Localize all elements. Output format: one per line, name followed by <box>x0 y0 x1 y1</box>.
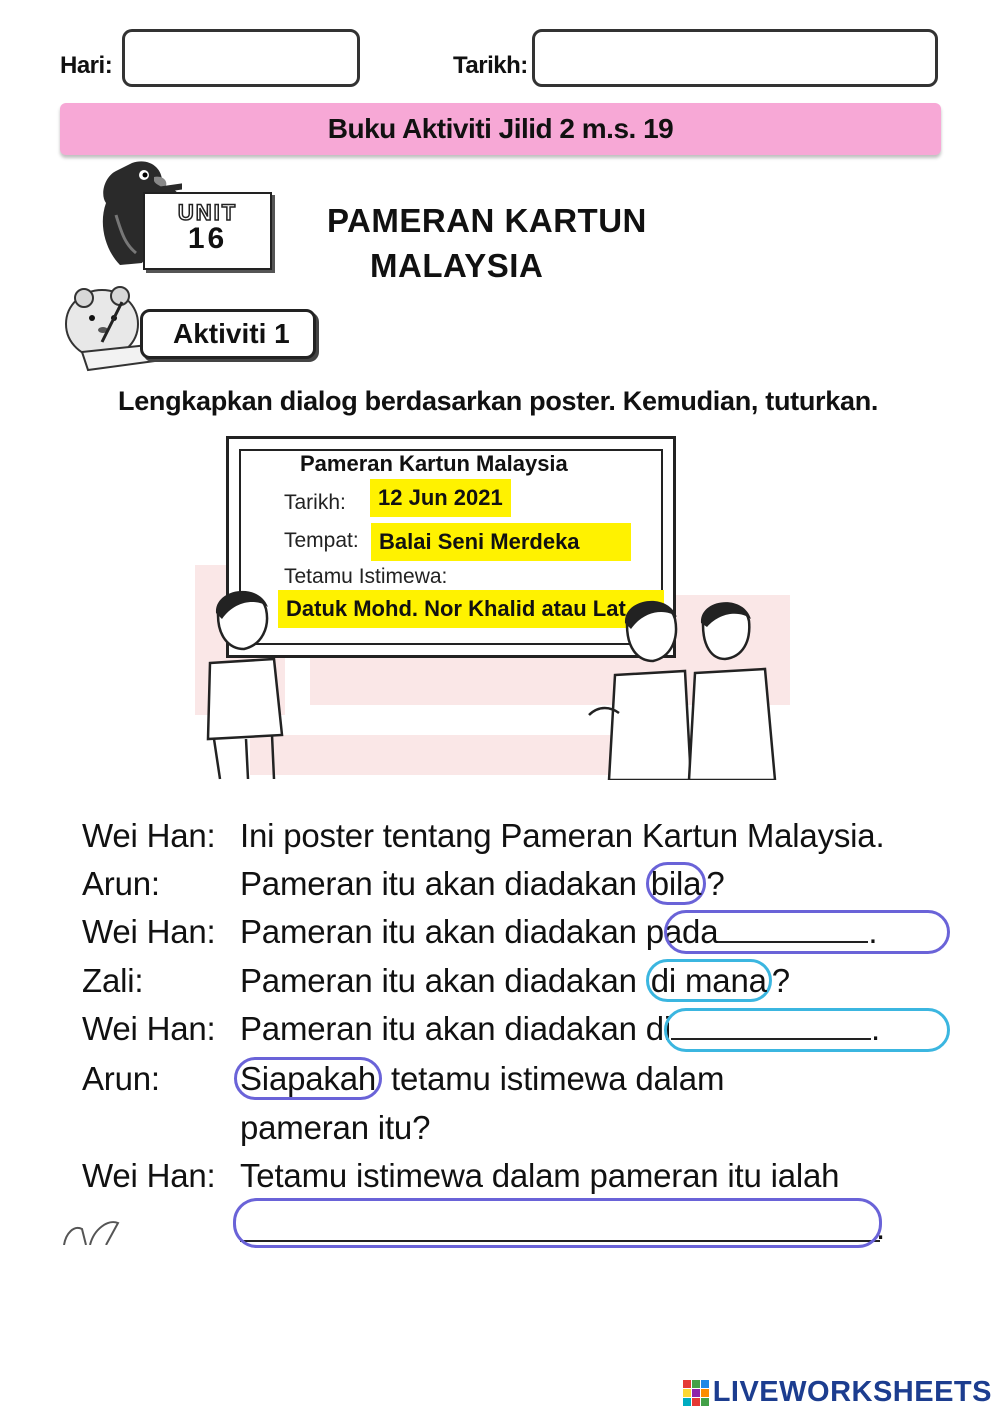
speaker-2: Arun: <box>82 865 160 902</box>
dialog-line-4: Pameran itu akan diadakan di mana ? <box>240 957 790 1005</box>
answer-date-field[interactable] <box>664 910 950 954</box>
bunny-ears-icon <box>60 1215 120 1245</box>
circled-word-bila: bila <box>646 862 707 905</box>
two-boys-right-icon <box>585 595 785 780</box>
speaker-1: Wei Han: <box>82 817 216 854</box>
page-title-line1: PAMERAN KARTUN <box>327 202 647 239</box>
circled-word-di-mana: di mana <box>646 959 772 1002</box>
speaker-4: Zali: <box>82 962 144 999</box>
poster-date-value: 12 Jun 2021 <box>370 479 511 517</box>
hari-label: Hari: <box>60 52 113 79</box>
dialog-line-1: Ini poster tentang Pameran Kartun Malaysia. <box>240 817 885 854</box>
page-title-line2: MALAYSIA <box>370 247 544 284</box>
dialog-line-5: Pameran itu akan diadakan di . <box>240 1010 881 1047</box>
speaker-7: Wei Han: <box>82 1157 216 1194</box>
circled-word-siapakah: Siapakah <box>234 1057 382 1100</box>
answer-place-field[interactable] <box>664 1008 950 1052</box>
tarikh-input[interactable] <box>532 29 938 87</box>
liveworksheets-logo[interactable] <box>683 1376 992 1409</box>
book-reference-banner <box>60 103 941 155</box>
dialog-line-6b: pameran itu? <box>240 1109 431 1146</box>
speaker-6: Arun: <box>82 1060 160 1097</box>
boy-left-icon <box>200 585 290 780</box>
answer-guest-field[interactable] <box>233 1198 882 1248</box>
poster-guest-value: Datuk Mohd. Nor Khalid atau Lat <box>278 590 664 628</box>
poster-title: Pameran Kartun Malaysia <box>300 451 568 476</box>
logo-text: LIVEWORKSHEETS <box>712 1376 992 1408</box>
poster-place-label: Tempat: <box>284 529 359 552</box>
poster-date-label: Tarikh: <box>284 491 346 514</box>
activity-label-box <box>140 309 316 359</box>
unit-number: 16 <box>187 222 228 255</box>
dialog-line-3: Pameran itu akan diadakan pada . <box>240 913 878 950</box>
unit-card <box>143 192 272 270</box>
speaker-3: Wei Han: <box>82 913 216 950</box>
hari-input[interactable] <box>122 29 360 87</box>
speaker-5: Wei Han: <box>82 1010 216 1047</box>
answer-guest-period: . <box>876 1209 885 1246</box>
poster-place-value: Balai Seni Merdeka <box>371 523 631 561</box>
logo-grid-icon <box>683 1380 709 1406</box>
dialog-line-6: Siapakah tetamu istimewa dalam <box>234 1055 724 1103</box>
poster-guest-label: Tetamu Istimewa: <box>284 565 448 588</box>
dialog-line-7: Tetamu istimewa dalam pameran itu ialah <box>240 1157 840 1194</box>
banner-text: Buku Aktiviti Jilid 2 m.s. 19 <box>327 113 674 144</box>
activity-label: Aktiviti 1 <box>173 318 290 349</box>
instruction: Lengkapkan dialog berdasarkan poster. Kemudian, tuturkan. <box>118 386 879 416</box>
tarikh-label: Tarikh: <box>453 52 528 79</box>
dialog-line-2: Pameran itu akan diadakan bila ? <box>240 860 724 908</box>
unit-word: UNIT <box>177 200 238 225</box>
